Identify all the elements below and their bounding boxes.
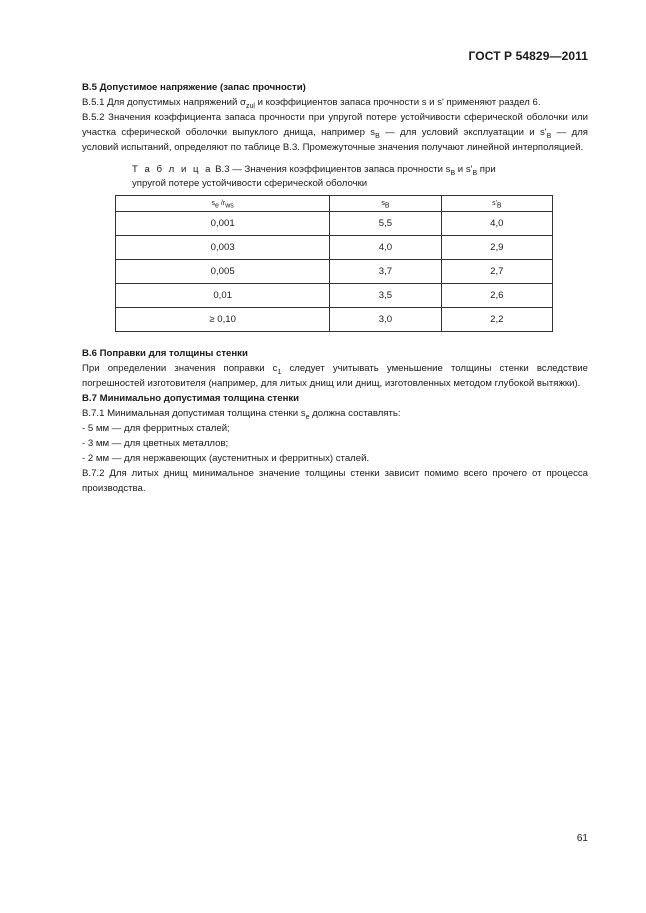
section-b5-paragraph-2: B.5.2 Значения коэффициента запаса прочности при упругой потере устойчивости сферической оболочки или участка сферической оболочки выпуклого днища, например $s_B$ — для условий эксплуатации и $s'_B$ — для условий испытаний, определяют по таблице B.3. Промежуточные значения получают линейной интерполяцией. bbox=[82, 112, 588, 153]
table-caption: Т а б л и ц а B.3 — Значения коэффициентов запаса прочности $s_B$ и $s'_B$ при упругой потере устойчивости сферической оболочки bbox=[132, 164, 496, 189]
table-cell: 3,5 bbox=[330, 284, 441, 308]
table-row bbox=[116, 236, 553, 260]
table-cell: 4,0 bbox=[330, 236, 441, 260]
table-row bbox=[116, 284, 553, 308]
table-header-row bbox=[116, 196, 553, 212]
table-cell: 2,2 bbox=[441, 308, 552, 332]
column-header-sb-prime: $s'_B$ bbox=[441, 196, 552, 212]
table-cell: 2,7 bbox=[441, 260, 552, 284]
column-header-ratio: $s_e$ $/r_{ws}$ bbox=[116, 196, 330, 212]
page-number: 61 bbox=[576, 833, 588, 844]
list-item: - 5 мм — для ферритных сталей; bbox=[82, 423, 230, 434]
section-b7-paragraph-1: B.7.1 Минимальная допустимая толщина стенки $s_e$ должна составлять: bbox=[82, 408, 401, 421]
table-row bbox=[116, 308, 553, 332]
table-cell: 0,003 bbox=[116, 236, 330, 260]
section-b5-paragraph-1: B.5.1 Для допустимых напряжений $\sigma_{zul}$ и коэффициентов запаса прочности s и s' применяют раздел 6. bbox=[82, 97, 541, 110]
table-cell: 3,0 bbox=[330, 308, 441, 332]
section-b7-paragraph-2: B.7.2 Для литых днищ минимальное значение толщины стенки зависит помимо всего прочего от процесса производства. bbox=[82, 468, 588, 494]
page-content bbox=[82, 80, 588, 496]
table-cell: 0,001 bbox=[116, 212, 330, 236]
table-cell: 4,0 bbox=[441, 212, 552, 236]
table-cell: 0,005 bbox=[116, 260, 330, 284]
section-b6-paragraph-1: При определении значения поправки $c_1$ следует учитывать уменьшение толщины стенки вследствие погрешностей изготовителя (например, для литых днищ или днищ, изготовленных методом глубокой вытяжки). bbox=[82, 363, 588, 389]
list-item: - 3 мм — для цветных металлов; bbox=[82, 438, 229, 449]
table-row bbox=[116, 212, 553, 236]
document-id-header: ГОСТ Р 54829—2011 bbox=[468, 49, 588, 63]
section-b5-title: B.5 Допустимое напряжение (запас прочности) bbox=[82, 82, 306, 93]
table-cell: 3,7 bbox=[330, 260, 441, 284]
table-cell: 2,6 bbox=[441, 284, 552, 308]
table-cell: ≥ 0,10 bbox=[116, 308, 330, 332]
table-cell: 5,5 bbox=[330, 212, 441, 236]
section-b6-title: B.6 Поправки для толщины стенки bbox=[82, 348, 248, 359]
column-header-sb: $s_B$ bbox=[330, 196, 441, 212]
table-row bbox=[116, 260, 553, 284]
section-b7-title: B.7 Минимально допустимая толщина стенки bbox=[82, 393, 300, 404]
table-cell: 2,9 bbox=[441, 236, 552, 260]
table-cell: 0,01 bbox=[116, 284, 330, 308]
list-item: - 2 мм — для нержавеющих (аустенитных и ферритных) сталей. bbox=[82, 453, 370, 464]
safety-factor-table bbox=[115, 195, 553, 332]
